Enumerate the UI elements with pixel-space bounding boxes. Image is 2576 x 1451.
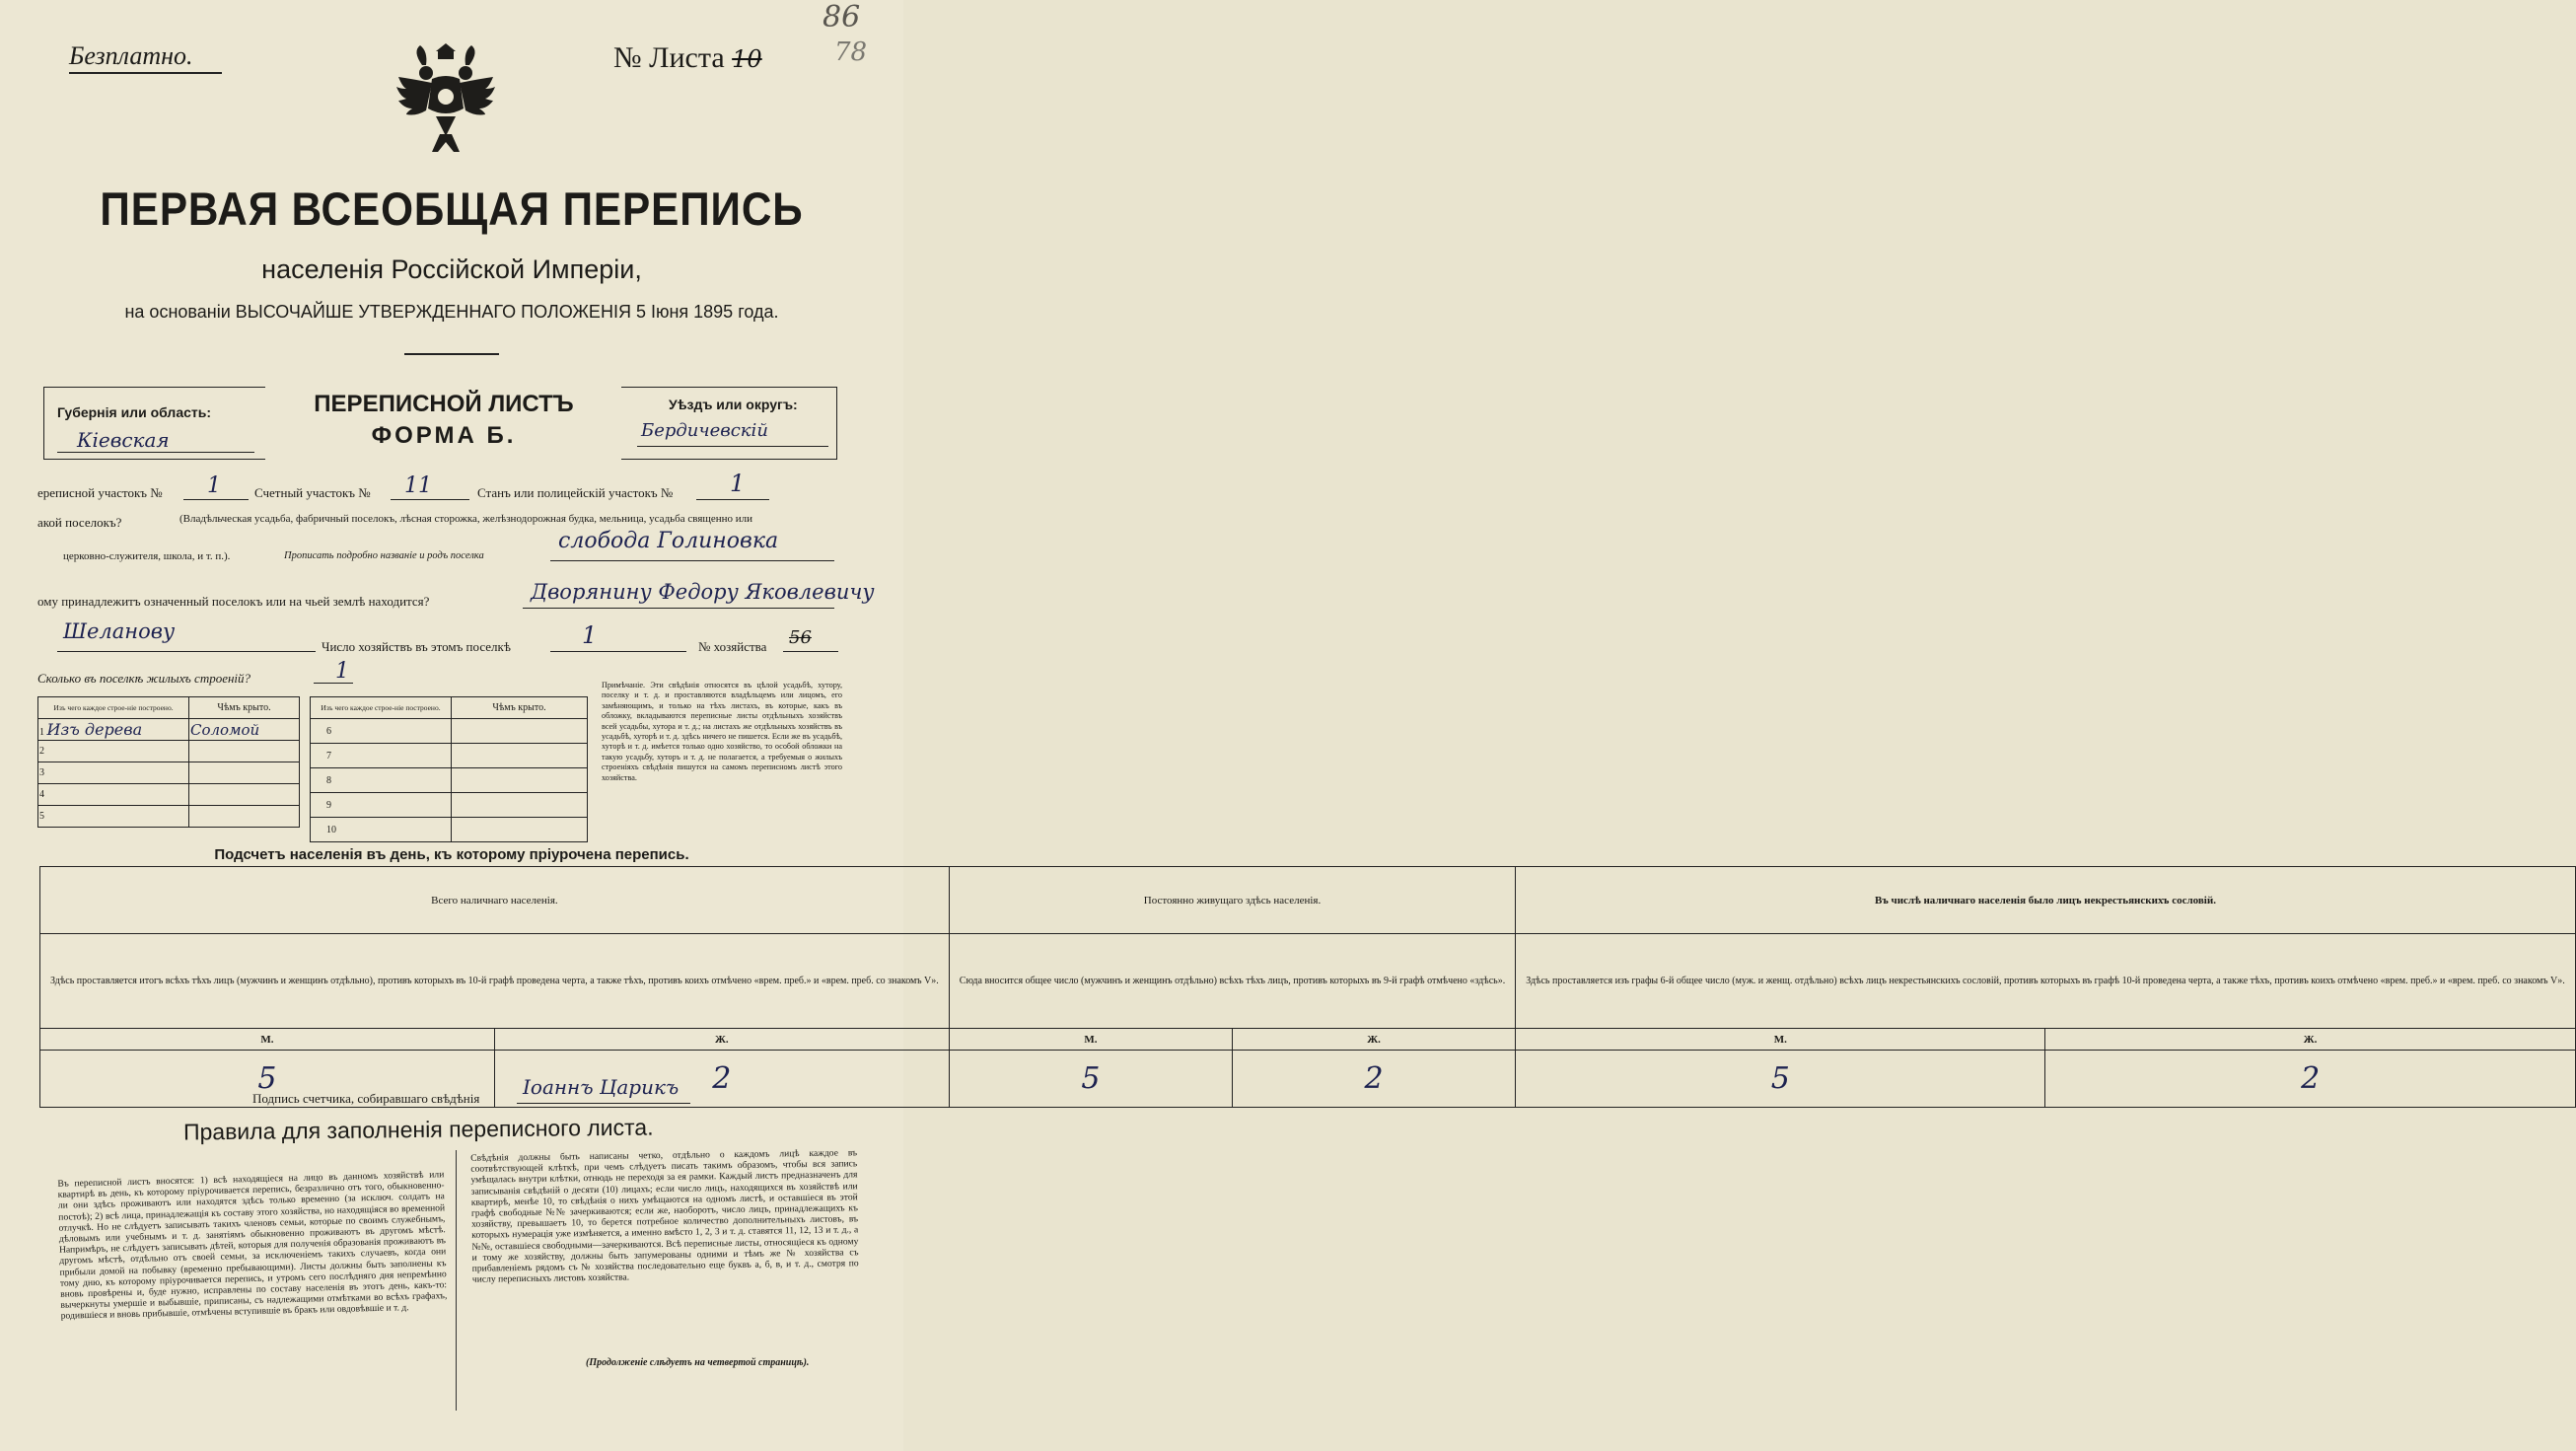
sheet-number-prefix: № Листа	[613, 41, 725, 74]
non-peasant-header: Въ числѣ наличнаго населенія было лицъ некрестьянскихъ сословій.	[1516, 867, 2576, 934]
sheet-number-value: 10	[732, 45, 762, 73]
rules-title: Правила для заполненія переписного листа.	[182, 1114, 654, 1145]
buildings-table-2: Изъ чего каждое строе-ніе построено. Чѣмъ крыто. 6 7 8 9 10	[310, 696, 588, 842]
rules-left-column: Въ переписной листъ вносятся: 1) всѣ находящіеся на лицо въ данномъ хозяйствѣ или квартирѣ въ день, къ которому пріурочивается перепись, безразлично отъ того, обыкновенно-ли они здѣсь проживаютъ или находятся здѣсь только временно (за исключ. солдатъ на постоѣ); 2) всѣ лица, принадлежащія къ составу этого хозяйства, но находящіяся во временной отлучкѣ. Но не слѣдуетъ записывать такихъ членовъ семьи, которые по своимъ служебнымъ, дѣловымъ или учебнымъ и т. д. занятіямъ обыкновенно проживаютъ въ другомъ мѣстѣ. Напримѣръ, не слѣдуетъ записывать дѣтей, которыя для полученія образованія проживаютъ въ другомъ мѣстѣ, отдѣльно отъ своей семьи, за исключеніемъ такихъ случаевъ, когда они прибыли домой на побывку (временно пребывающими). Листы должны быть заполнены къ тому дню, къ которому пріурочивается перепись, и утромъ сего послѣдняго дня непремѣнно вновь провѣрены и, буде нужно, исправлены по составу населенія въ этотъ день, какъ-то: вычеркнуты умершіе и выбывшіе, приписаны, съ надлежащими отмѣтками во всѣхъ графахъ, родившіеся и вновь прибывшіе, отмѣчены вступившіе въ бракъ или овдовѣвшіе и т. д.	[57, 1169, 448, 1323]
census-section-value: 1	[207, 473, 221, 498]
free-of-charge-label: Безплатно.	[69, 41, 193, 70]
permanent-female-value: 2	[1232, 1051, 1515, 1108]
household-number-value: 56	[789, 627, 812, 648]
stan-value: 1	[730, 470, 746, 497]
buildings-note: Примѣчаніе. Эти свѣдѣнія относятся въ цѣлой усадьбѣ, хутору, поселку и т. д. и проставляются владѣльцемъ или лицомъ, его замѣняющимъ, и только на тѣхъ листахъ, въ которые, какъ въ обложку, вкладываются переписные листы отдѣльныхъ хозяйствъ всей усадьбы, хутора и т. д.; на листахъ же отдѣльныхъ хозяйствъ въ усадьбѣ, хуторѣ и т. д. здѣсь ничего не пишется. Если же въ усадьбѣ, хуторѣ и т. д. имѣется только одно хозяйство, то особой обложки на такую усадьбу, хуторъ и т. д. не полагается, а требуемыя о жилыхъ строеніяхъ свѣдѣнія пишутся на самомъ переписномъ листѣ этого хозяйства.	[602, 681, 842, 782]
province-label: Губернія или область:	[57, 404, 212, 420]
settlement-hint-2: церковно-служителя, школа, и т. п.).	[63, 550, 231, 562]
owner-value-2: Шеланову	[63, 619, 176, 643]
province-value: Кіевская	[77, 428, 170, 452]
households-label: Число хозяйствъ въ этомъ поселкѣ	[322, 639, 511, 654]
counting-section-value: 11	[404, 473, 432, 498]
buildings-header-roof: Чѣмъ крыто.	[189, 697, 300, 719]
enumerator-signature-label: Подпись счетчика, собиравшаго свѣдѣнія	[252, 1091, 480, 1106]
settlement-instruction: Прописать подробно названіе и родъ поселка	[284, 550, 484, 561]
page-title: ПЕРВАЯ ВСЕОБЩАЯ ПЕРЕПИСЬ	[100, 182, 804, 235]
district-value: Бердичевскій	[641, 420, 768, 441]
archive-number-88: 86	[823, 0, 861, 35]
settlement-value: слобода Голиновка	[558, 529, 779, 553]
census-section-row: ереписной участокъ №	[37, 485, 163, 500]
non-peasant-male-value: 5	[1516, 1051, 2045, 1108]
settlement-hint: (Владѣльческая усадьба, фабричный поселокъ, лѣсная сторожка, желѣзнодорожная будка, мельница, усадьба священно или	[179, 513, 753, 525]
non-peasant-female-value: 2	[2045, 1051, 2575, 1108]
household-number-label: № хозяйства	[698, 639, 767, 654]
building-1-roof: Соломой	[189, 719, 300, 741]
enumerator-signature: Іоаннъ Царикъ	[523, 1075, 680, 1099]
archive-number-78: 78	[834, 37, 868, 67]
buildings-value: 1	[335, 659, 349, 684]
total-female-value: 2	[494, 1051, 949, 1108]
stan-label: Станъ или полицейскій участокъ №	[477, 485, 674, 500]
buildings-label: Сколько въ поселкѣ жилыхъ строеній?	[37, 671, 251, 686]
page-basis: на основаніи ВЫСОЧАЙШЕ УТВЕРЖДЕННАГО ПОЛОЖЕНІЯ 5 Іюня 1895 года.	[124, 302, 779, 322]
buildings-table: Изъ чего каждое строе-ніе построено. Чѣмъ крыто. 1 Изъ дерева Соломой 2 3 4 5	[37, 696, 300, 828]
population-title: Подсчетъ населенія въ день, къ которому пріурочена перепись.	[214, 846, 689, 863]
buildings-header-what: Изъ чего каждое строе-ніе построено.	[38, 697, 189, 719]
owner-label: ому принадлежитъ означенный поселокъ или на чьей землѣ находится?	[37, 594, 430, 609]
rules-divider	[456, 1150, 457, 1411]
form-subtitle: ФОРМА Б.	[371, 422, 517, 449]
form-title: ПЕРЕПИСНОЙ ЛИСТЪ	[314, 391, 574, 417]
total-present-header: Всего наличнаго населенія.	[40, 867, 950, 934]
households-value: 1	[582, 621, 598, 649]
building-1-material: Изъ дерева	[46, 720, 143, 739]
rules-continued: (Продолженіе слѣдуетъ на четвертой страницѣ).	[586, 1357, 810, 1368]
permanent-male-value: 5	[949, 1051, 1232, 1108]
coat-of-arms-icon	[393, 39, 499, 156]
rules-right-column: Свѣдѣнія должны быть написаны четко, отдѣльно о каждомъ лицѣ каждое въ соотвѣтствующей клѣткѣ, при чемъ слѣдуетъ писать такимъ образомъ, чтобы вся запись умѣщалась внутри клѣтки, отнюдь не переходя за ея рамки. Каждый листъ предназначенъ для записыванія свѣдѣній о десяти (10) лицахъ; если число лицъ, находящихся въ хозяйствѣ или квартирѣ, менѣе 10, то свѣдѣнія о нихъ умѣщаются на одномъ листѣ, и оставшіеся въ этой графѣ свободные №№ зачеркиваются; если же, наоборотъ, число лицъ, принадлежащихъ къ хозяйству, превышаетъ 10, то берется потребное количество дополнительныхъ листовъ, въ которыхъ нумерація уже измѣняется, а именно вмѣсто 1, 2, 3 и т. д. ставятся 11, 12, 13 и т. д., а №№, оставшіеся свободными—зачеркиваются. Всѣ переписные листы, относящіеся къ одному и тому же хозяйству, должны быть запумерованы одними и тѣмъ же № хозяйства съ прибавленіемъ рядомъ съ № хозяйства последовательно еще буквъ а, б, в, и т. д., смотря по числу переписныхъ листовъ хозяйства.	[470, 1147, 859, 1285]
population-table: Всего наличнаго населенія. Постоянно живущаго здѣсь населенія. Въ числѣ наличнаго населенія было лицъ некрестьянскихъ сословій. Здѣсь проставляется итогъ всѣхъ тѣхъ лицъ (мужчинъ и женщинъ отдѣльно), противъ которыхъ въ 10-й графѣ проведена черта, а также тѣхъ, противъ коихъ отмѣчено «врем. преб.» и «врем. преб. со знакомъ V». Сюда вносится общее число (мужчинъ и женщинъ отдѣльно) всѣхъ тѣхъ лицъ, противъ которыхъ въ 9-й графѣ отмѣчено «здѣсь». Здѣсь проставляется изъ графы 6-й общее число (муж. и женщ. отдѣльно) всѣхъ лицъ некрестьянскихъ сословій, противъ которыхъ въ графѣ 10-й проведена черта, а также тѣхъ, противъ коихъ отмѣчено «врем. преб.» и «врем. преб. со знакомъ V». М. Ж. М. Ж. М. Ж. 5 2 5 2 5 2	[39, 866, 2576, 1108]
page-subtitle: населенія Россійской Имперіи,	[261, 254, 642, 284]
total-male-value: 5	[40, 1051, 495, 1108]
sheet-number-label	[613, 41, 762, 75]
counting-section-label: Счетный участокъ №	[254, 485, 371, 500]
permanent-header: Постоянно живущаго здѣсь населенія.	[949, 867, 1515, 934]
district-label: Уѣздъ или округъ:	[669, 397, 798, 412]
settlement-label: акой поселокъ?	[37, 515, 122, 530]
owner-value: Дворянину Федору Яковлевичу	[531, 580, 875, 604]
